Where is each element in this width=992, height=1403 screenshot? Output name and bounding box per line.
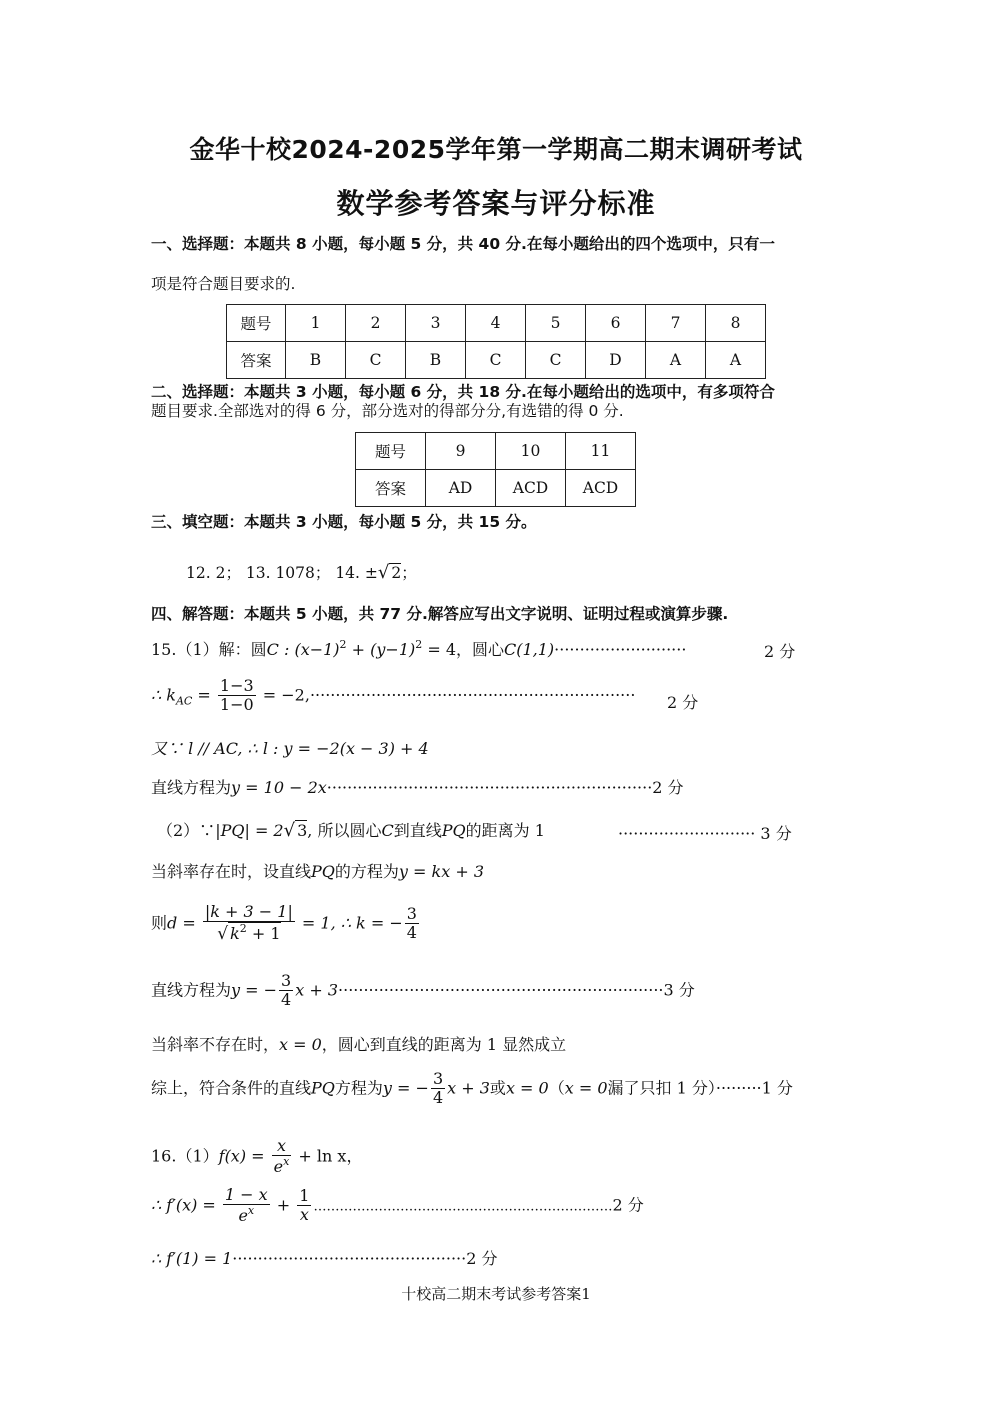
table-cell: ACD <box>496 470 566 507</box>
table-cell: B <box>286 342 346 379</box>
answer-table-2 <box>355 432 636 507</box>
q15-line7: 则d = $\frac{|k + 3 - 1|}{√ k^2 + 1}$ = 1, ∴ k = − $\frac{3}{4}$ <box>151 902 417 945</box>
section1-heading: 一、选择题：本题共 8 小题，每小题 5 分，共 40 分.在每小题给出的四个选项中，只有一 <box>151 235 775 253</box>
answer-table-1 <box>226 304 766 379</box>
table-cell: AD <box>426 470 496 507</box>
q15-line9: 当斜率不存在时，x = 0，圆心到直线的距离为 1 显然成立 <box>151 1035 567 1054</box>
page-footer: 十校高二期末考试参考答案1 <box>401 1285 591 1303</box>
section3-heading: 三、填空题：本题共 3 小题，每小题 5 分，共 15 分。 <box>151 513 537 531</box>
table-row <box>227 305 766 342</box>
table-cell: 11 <box>566 433 636 470</box>
q15-line8: 直线方程为y = − $\frac{3}{4}$ x + 3································································3 分 <box>151 971 695 1010</box>
table-cell: 5 <box>526 305 586 342</box>
table-cell: A <box>706 342 766 379</box>
table-cell: 7 <box>646 305 706 342</box>
table-cell: 题号 <box>227 305 286 342</box>
q16-line2: ∴ f′(x) = $\frac{1 - x}{e^x}$ + $\frac{1}{x}$ ……………………………………………………………2 分 <box>151 1185 644 1226</box>
q15-line10: 综上，符合条件的直线PQ方程为y = − $\frac{3}{4}$ x + 3或x = 0（x = 0漏了只扣 1 分）·········1 分 <box>151 1069 793 1108</box>
page-title: 金华十校2024-2025学年第一学期高二期末调研考试 <box>189 135 803 164</box>
q15-line6: 当斜率存在时，设直线PQ的方程为y = kx + 3 <box>151 862 485 881</box>
table-cell: C <box>346 342 406 379</box>
table-row <box>227 342 766 379</box>
table-cell: 答案 <box>356 470 426 507</box>
table-cell: C <box>526 342 586 379</box>
table-cell: 4 <box>466 305 526 342</box>
score-label: 2 分 <box>764 642 796 661</box>
q15-line2: ∴ $k_{AC}$ = $\frac{1-3}{1-0}$ = −2,································································ <box>151 676 636 715</box>
score-dots: ··························· 3 分 <box>618 824 792 843</box>
table-cell: 8 <box>706 305 766 342</box>
table-cell: A <box>646 342 706 379</box>
section2-heading: 二、选择题：本题共 3 小题，每小题 6 分，共 18 分.在每小题给出的选项中，有多项符合 题目要求.全部选对的得 6 分，部分选对的得部分分,有选错的得 0 分. <box>151 383 775 421</box>
table-cell: 1 <box>286 305 346 342</box>
q16-line3: ∴ f′(1) = 1··············································2 分 <box>151 1249 498 1268</box>
score-label: 2 分 <box>667 693 699 712</box>
q16-line1: 16.（1）f(x) = $\frac{x}{e^x}$ + ln x， <box>151 1136 363 1177</box>
q15-line5: （2）∵|PQ| = 2√ 3, 所以圆心C到直线PQ的距离为 1 <box>157 820 545 841</box>
table-cell: 题号 <box>356 433 426 470</box>
table-cell: C <box>466 342 526 379</box>
table-cell: B <box>406 342 466 379</box>
table-row <box>356 433 636 470</box>
fill-in-answers: 12. 2； 13. 1078； 14. ±√ 2； <box>186 562 417 583</box>
q15-line4: 直线方程为y = 10 − 2x································································2 分 <box>151 778 684 797</box>
table-cell: 9 <box>426 433 496 470</box>
table-cell: 3 <box>406 305 466 342</box>
table-cell: 答案 <box>227 342 286 379</box>
table-cell: D <box>586 342 646 379</box>
table-cell: 6 <box>586 305 646 342</box>
section4-heading: 四、解答题：本题共 5 小题，共 77 分.解答应写出文字说明、证明过程或演算步骤. <box>151 605 729 623</box>
table-cell: 2 <box>346 305 406 342</box>
section1-heading-cont: 项是符合题目要求的. <box>151 275 296 293</box>
table-cell: ACD <box>566 470 636 507</box>
q15-line3: 又∵ l // AC, ∴ l : y = −2(x − 3) + 4 <box>151 739 429 758</box>
table-row <box>356 470 636 507</box>
page-subtitle: 数学参考答案与评分标准 <box>336 187 656 220</box>
table-cell: 10 <box>496 433 566 470</box>
q15-line1: 15.（1）解：圆C : $(x-1)^2 + (y-1)^2 = 4$，圆心C(1,1)·························· <box>151 638 687 659</box>
